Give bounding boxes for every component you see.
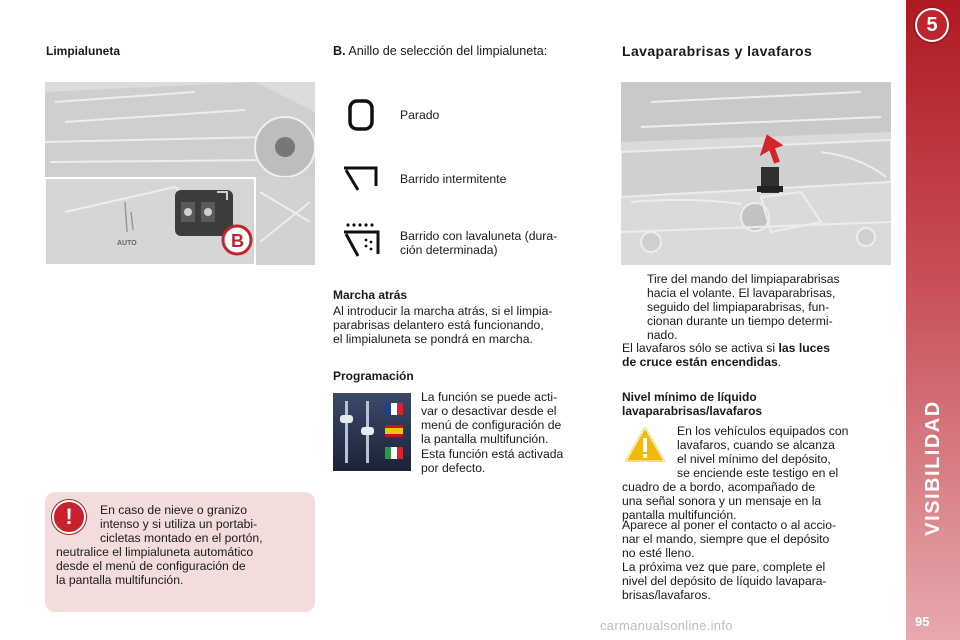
appears-text xyxy=(622,518,892,560)
chapter-badge: 5 xyxy=(915,8,949,42)
ring-letter: B. xyxy=(333,44,346,58)
front-car-illustration xyxy=(621,82,891,265)
appears-line: Aparece al poner el contacto o al accio- xyxy=(622,518,837,532)
level-title-line: lavaparabrisas/lavafaros xyxy=(622,404,763,418)
chapter-band xyxy=(906,0,960,640)
mode-parado: Parado xyxy=(400,108,440,122)
warning-line: cicletas montado en el portón, xyxy=(100,531,263,545)
callout-b: B xyxy=(231,231,244,251)
level-line: lavafaros, cuando se alcanza xyxy=(677,438,835,452)
programming-default xyxy=(421,447,603,475)
windscreen-washer-photo xyxy=(621,82,891,265)
alert-icon: ! xyxy=(52,500,86,534)
section-title-washers: Lavaparabrisas y lavafaros xyxy=(622,43,813,59)
programming-default-line: por defecto. xyxy=(421,461,486,475)
page-number: 95 xyxy=(915,614,930,629)
pull-instruction xyxy=(647,272,892,342)
warning-line: neutralice el limpialuneta automático xyxy=(56,545,254,559)
mode-lavaluneta xyxy=(400,229,603,257)
headlamp-end: . xyxy=(777,355,782,369)
level-line: el nivel mínimo del depósito, xyxy=(677,452,831,466)
instruction-line: seguido del limpiaparabrisas, fun- xyxy=(647,300,830,314)
level-title-line: Nivel mínimo de líquido xyxy=(622,390,757,404)
headlamp-bold: las luces xyxy=(778,341,830,355)
refill-line: La próxima vez que pare, complete el xyxy=(622,560,826,574)
warning-line: la pantalla multifunción. xyxy=(56,573,184,587)
warning-line: desde el menú de configuración de xyxy=(56,559,246,573)
level-line: pantalla multifunción. xyxy=(622,508,737,522)
headlamp-text: El lavafaros sólo se activa si xyxy=(622,341,779,355)
reverse-line: Al introducir la marcha atrás, si el limpia- xyxy=(333,304,553,318)
level-line: una señal sonora y un mensaje en la xyxy=(622,494,822,508)
instruction-line: Tire del mando del limpiaparabrisas xyxy=(647,272,840,286)
programming-line: La función se puede acti- xyxy=(421,390,558,404)
programming-line: var o desactivar desde el xyxy=(421,404,557,418)
section-title-rear-wiper: Limpialuneta xyxy=(46,44,121,58)
programming-default-line: Esta función está activada xyxy=(421,447,564,461)
mode-line: ción determinada) xyxy=(400,243,498,257)
level-line: cuadro de a bordo, acompañado de xyxy=(622,480,816,494)
appears-line: no esté lleno. xyxy=(622,546,695,560)
rear-wiper-photo xyxy=(45,82,315,265)
warning-text xyxy=(56,503,306,587)
wiper-off-icon xyxy=(346,98,376,132)
headlamp-bold: de cruce están encendidas xyxy=(622,355,778,369)
warning-line: En caso de nieve o granizo xyxy=(100,503,248,517)
wiper-intermittent-icon xyxy=(340,164,380,194)
reverse-line: el limpialuneta se pondrá en marcha. xyxy=(333,332,533,346)
level-line: se enciende este testigo en el xyxy=(677,466,839,480)
refill-line: nivel del depósito de líquido lavapara- xyxy=(622,574,827,588)
instruction-line: hacia el volante. El lavaparabrisas, xyxy=(647,286,836,300)
instruction-line: nado. xyxy=(647,328,678,342)
ring-label xyxy=(333,44,613,58)
reverse-line: parabrisas delantero está funcionando, xyxy=(333,318,544,332)
refill-line: brisas/lavafaros. xyxy=(622,588,711,602)
programming-text xyxy=(421,390,603,446)
appears-line: nar el mando, siempre que el depósito xyxy=(622,532,830,546)
warning-line: intenso y si utiliza un portabi- xyxy=(100,517,258,531)
reverse-text xyxy=(333,304,603,346)
level-title xyxy=(622,390,762,418)
level-line: En los vehículos equipados con xyxy=(677,424,849,438)
wiper-washer-icon xyxy=(340,222,382,262)
programming-line: menú de configuración de xyxy=(421,418,562,432)
mode-intermitente: Barrido intermitente xyxy=(400,172,507,186)
auto-label: AUTO xyxy=(117,240,137,247)
refill-text xyxy=(622,560,892,602)
headlamp-washer-note xyxy=(622,341,892,369)
programming-line: la pantalla multifunción. xyxy=(421,432,549,446)
dashboard-illustration xyxy=(45,82,315,265)
mode-line: Barrido con lavaluneta (dura- xyxy=(400,229,558,243)
settings-menu-icon xyxy=(333,393,411,471)
watermark: carmanualsonline.info xyxy=(600,618,733,633)
ring-text: Anillo de selección del limpialuneta: xyxy=(345,44,548,58)
instruction-line: cionan durante un tiempo determi- xyxy=(647,314,833,328)
section-label: VISIBILIDAD xyxy=(921,400,944,536)
programming-title: Programación xyxy=(333,369,414,383)
level-text xyxy=(622,424,892,522)
reverse-title: Marcha atrás xyxy=(333,288,408,302)
